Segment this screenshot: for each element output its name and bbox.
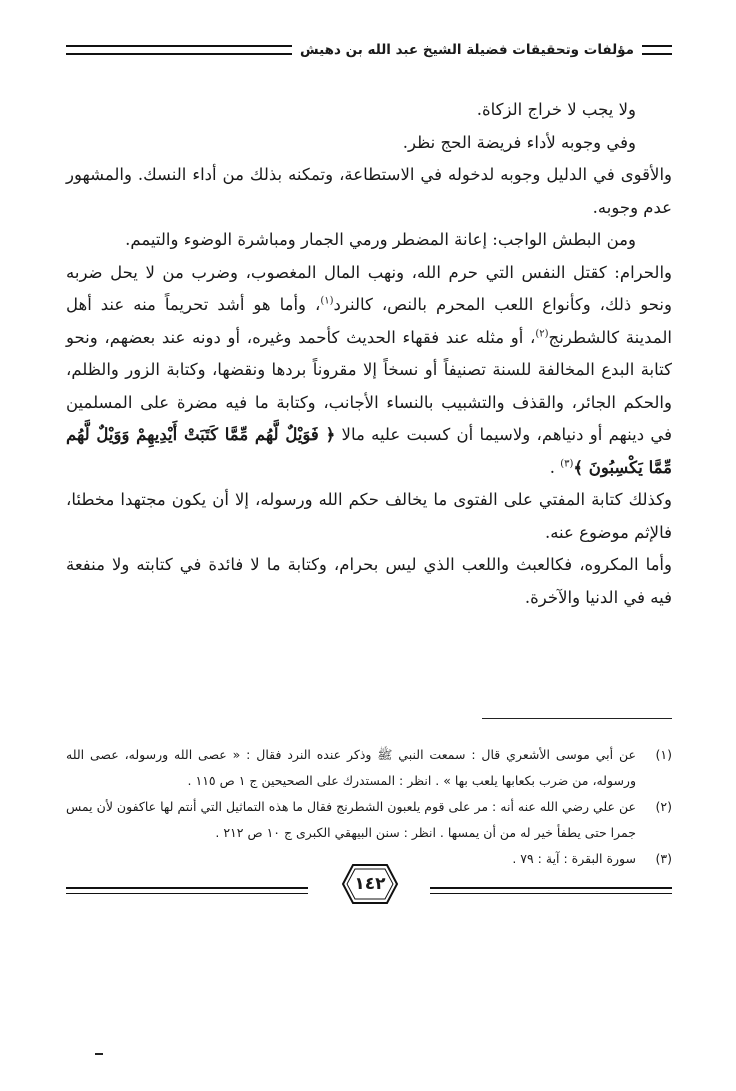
paragraph: وكذلك كتابة المفتي على الفتوى ما يخالف حكم الله ورسوله، إلا أن يكون مجتهدا مخطئا، فالإثم موضوع عنه.	[66, 490, 672, 542]
paragraph: ومن البطش الواجب: إعانة المضطر ورمي الجمار ومباشرة الوضوء والتيمم.	[125, 230, 636, 249]
footnote	[66, 742, 672, 794]
paragraph-text: والأقوى في الدليل وجوبه لدخوله في الاستطاعة، وتمكنه بذلك من أداء النسك. والمشهور عدم وجوبه.	[66, 165, 672, 217]
footer-rule-left	[66, 887, 308, 894]
header-title: مؤلفات وتحقيقات فضيلة الشيخ عبد الله بن دهيش	[300, 42, 634, 58]
footnote-separator	[482, 718, 672, 719]
footnote-ref-3[interactable]: (٣)	[560, 458, 574, 469]
page-number: ١٤٢	[354, 874, 386, 894]
page-number-badge	[333, 861, 407, 907]
paragraph-text: ، أو مثله عند فقهاء الحديث كأحمد وغيره، أو دونه عند بعضهم، ونحو كتابة البدع المخالفة للسنة تصنيفاً أو نسخاً إلا مقروناً بردها ونقضها، وكتابة الزور والظلم، والحكم الجائر، والقذف والتشبيب بالنساء الأجانب، وكتابة ما فيه مضرة على المسلمين في دينهم أو دنياهم، ولاسيما أن كسبت عليه مالا	[66, 327, 672, 444]
footnote-text: عن علي رضي الله عنه أنه : مر على قوم يلعبون الشطرنج فقال ما هذه التماثيل التي أنتم لها عاكفون لأن يمس جمرا حتى يطفأ خير له من أن يمسها . انظر : سنن البيهقي الكبرى ج ١٠ ص ٢١٢ .	[66, 799, 636, 840]
paragraph: ولا يجب لا خراج الزكاة.	[476, 100, 636, 119]
footnote-ref-2[interactable]: (٢)	[535, 328, 549, 339]
paragraph: وفي وجوبه لأداء فريضة الحج نظر.	[402, 132, 636, 152]
running-header	[66, 38, 672, 62]
header-rule-right	[642, 45, 672, 55]
paragraph	[66, 257, 672, 485]
main-text	[66, 94, 672, 614]
footnote-text: سورة البقرة : آية : ٧٩ .	[512, 851, 636, 866]
footer-rule-right	[430, 887, 672, 894]
footnotes	[66, 742, 672, 872]
footnote-text: عن أبي موسى الأشعري قال : سمعت النبي ﷺ وذكر عنده النرد فقال : « عصى الله ورسوله، عصى الله ورسوله، من ضرب بكعابها يلعب بها » . انظر : المستدرك على الصحيحين ج ١ ص ١١٥ .	[66, 747, 636, 788]
footnote-ref-1[interactable]: (١)	[320, 295, 334, 307]
footnote-number: (٢)	[655, 799, 672, 814]
footnote-number: (٣)	[655, 851, 672, 866]
paragraph-text: ، وأما هو أشد تحريماً منه عند أهل المدينة كالشطرنج	[66, 295, 672, 347]
scan-mark	[95, 1053, 103, 1055]
paragraph-text: .	[549, 457, 555, 477]
paragraph-text: والحرام: كقتل النفس التي حرم الله، ونهب المال المغصوب، وضرب من لا يحل ضربه ونحو ذلك، وكأنواع اللعب المحرم بالنص، كالنرد	[66, 262, 672, 314]
footnote	[66, 794, 672, 846]
paragraph	[66, 159, 672, 224]
paragraph: وأما المكروه، فكالعبث واللعب الذي ليس بحرام، وكتابة ما لا فائدة في كتابته ولا منفعة فيه في الدنيا والآخرة.	[66, 555, 672, 607]
quran-verse: ﴿ فَوَيْلٌ لَّهُم مِّمَّا كَتَبَتْ أَيْدِيهِمْ وَوَيْلٌ لَّهُم مِّمَّا يَكْسِبُونَ ﴾	[66, 425, 672, 477]
header-rule-left	[66, 45, 292, 55]
footnote-number: (١)	[655, 747, 672, 762]
